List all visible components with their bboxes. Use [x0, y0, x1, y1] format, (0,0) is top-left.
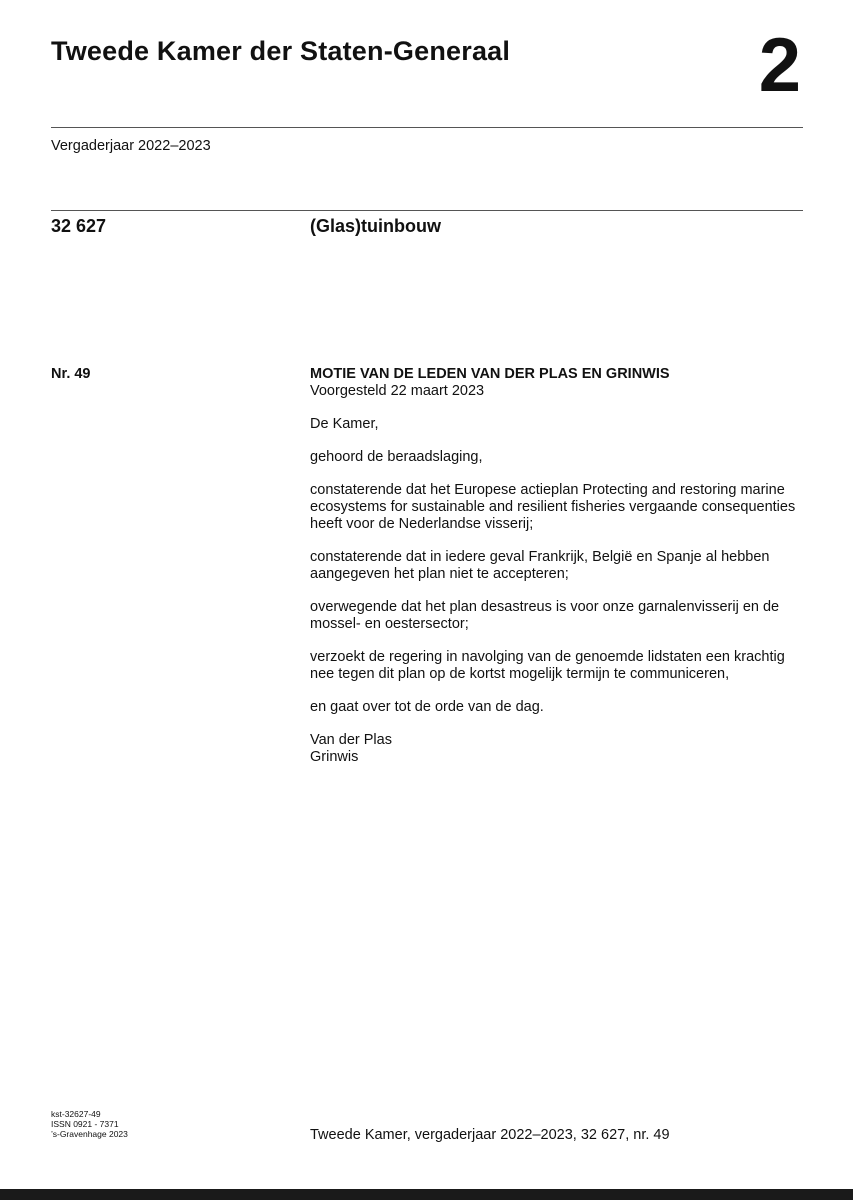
paragraph-deliberation: gehoord de beraadslaging, [310, 449, 483, 465]
paragraph-considering-2: constaterende dat in iedere geval Frankrijk, België en Spanje al hebben aangegeven het plan niet te accepteren; [310, 549, 770, 582]
paragraph-considering-1: constaterende dat het Europese actieplan Protecting and restoring marine ecosystems for sustainable and resilient fisheries vergaande consequenties heeft voor de Nederlandse visserij; [310, 482, 796, 532]
session-year: Vergaderjaar 2022–2023 [51, 138, 211, 154]
signatory: Grinwis [310, 749, 359, 765]
colophon-issn: ISSN 0921 - 7371 [51, 1119, 119, 1129]
motion-title: MOTIE VAN DE LEDEN VAN DER PLAS EN GRINWIS [310, 366, 670, 382]
paragraph-addressee: De Kamer, [310, 416, 379, 432]
dossier-number: 32 627 [51, 216, 107, 236]
signatories [310, 732, 805, 766]
document-number: Nr. 49 [51, 366, 91, 382]
header-rule [51, 127, 803, 128]
dossier-rule [51, 210, 803, 211]
colophon-place: ’s-Gravenhage 2023 [51, 1129, 128, 1139]
page-number: 2 [758, 23, 801, 108]
paragraph-closing: en gaat over tot de orde van de dag. [310, 699, 544, 715]
proposed-date: Voorgesteld 22 maart 2023 [310, 383, 485, 399]
paragraph-request: verzoekt de regering in navolging van de genoemde lidstaten een krachtig nee tegen dit plan op de kortst mogelijk termijn te communiceren, [310, 649, 785, 682]
colophon [51, 1109, 128, 1139]
colophon-code: kst-32627-49 [51, 1109, 101, 1119]
dossier-title: (Glas)tuinbouw [310, 216, 441, 236]
chamber-title: Tweede Kamer der Staten-Generaal [51, 36, 511, 66]
bottom-bar [0, 1189, 853, 1200]
paragraph-whereas: overwegende dat het plan desastreus is voor onze garnalenvisserij en de mossel- en oestersector; [310, 599, 780, 632]
page-footer: Tweede Kamer, vergaderjaar 2022–2023, 32 627, nr. 49 [310, 1127, 670, 1143]
motion-body [310, 366, 805, 766]
signatory: Van der Plas [310, 732, 392, 748]
